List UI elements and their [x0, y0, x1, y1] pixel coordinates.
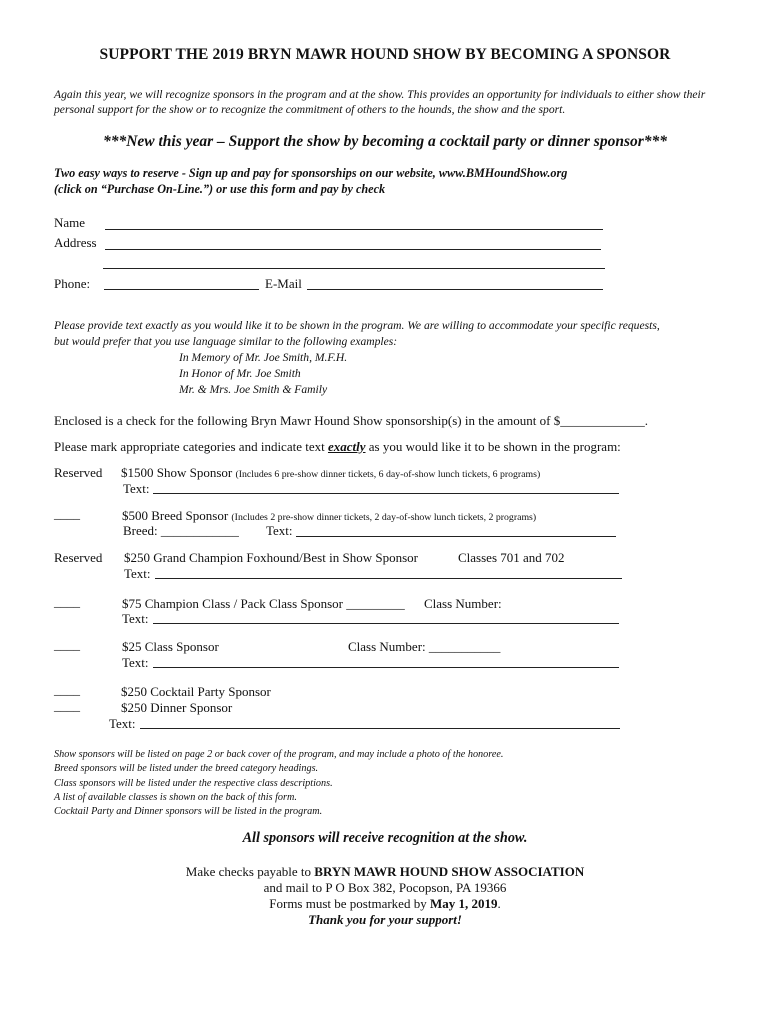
show-sponsor-status: Reserved [54, 465, 103, 480]
grand-champion-text-field[interactable] [155, 578, 622, 579]
intro-paragraph: Again this year, we will recognize sponsors in the program and at the show. This provides an opportunity for individuals to either show their personal support for the show or to recognize the commitment of others to the hounds, the show and the sport. [54, 88, 706, 116]
grand-champion-classes: Classes 701 and 702 [458, 550, 565, 565]
phone-field[interactable] [104, 289, 259, 290]
email-label: E-Mail [265, 276, 302, 291]
grand-champion-status: Reserved [54, 550, 103, 565]
class-sponsor-text-label: Text: [122, 655, 149, 670]
dinner-sponsor-checkbox[interactable]: ____ [54, 698, 80, 713]
note-item: Cocktail Party and Dinner sponsors will be listed in the program. [54, 806, 323, 818]
reserve-line-1: Two easy ways to reserve - Sign up and pay for sponsorships on our website, www.BMHoundShow.org [54, 166, 568, 180]
class-sponsor-checkbox[interactable]: ____ [54, 637, 80, 652]
breed-sponsor-text-field[interactable] [296, 536, 616, 537]
champion-class-number-label: Class Number: [424, 596, 502, 611]
breed-field[interactable]: Breed: ____________ [123, 523, 239, 538]
cocktail-sponsor-item: $250 Cocktail Party Sponsor [121, 684, 271, 699]
exactly-emphasis: exactly [327, 439, 366, 454]
champion-class-checkbox[interactable]: ____ [54, 594, 80, 609]
sponsor-notes [54, 748, 704, 819]
cocktail-sponsor-checkbox[interactable]: ____ [54, 682, 80, 697]
show-sponsor-item: $1500 Show Sponsor (Includes 6 pre-show dinner tickets, 6 day-of-show lunch tickets, 6 programs) [121, 465, 541, 480]
address-label: Address [54, 235, 97, 250]
phone-label: Phone: [54, 276, 91, 291]
page-title: SUPPORT THE 2019 BRYN MAWR HOUND SHOW BY BECOMING A SPONSOR [99, 46, 671, 63]
address-field-line-2[interactable] [103, 268, 605, 269]
note-item: Breed sponsors will be listed under the breed category headings. [54, 763, 319, 775]
postmark-line: Forms must be postmarked by May 1, 2019. [269, 896, 501, 911]
new-this-year-banner: ***New this year – Support the show by becoming a cocktail party or dinner sponsor*** [102, 133, 668, 150]
address-field[interactable] [105, 249, 601, 250]
example-2: In Honor of Mr. Joe Smith [179, 367, 301, 380]
mailing-address: and mail to P O Box 382, Pocopson, PA 19366 [263, 880, 507, 895]
note-item: Show sponsors will be listed on page 2 or back cover of the program, and may include a photo of the honoree. [54, 749, 504, 760]
email-field[interactable] [307, 289, 603, 290]
enclosed-check-line: Enclosed is a check for the following Bryn Mawr Hound Show sponsorship(s) in the amount of $_____________. [54, 413, 648, 428]
note-item: A list of available classes is shown on the back of this form. [54, 791, 297, 803]
breed-sponsor-item: $500 Breed Sponsor (Includes 2 pre-show dinner tickets, 2 day-of-show lunch tickets, 2 programs) [122, 508, 537, 523]
class-sponsor-number-field[interactable]: Class Number: ___________ [348, 639, 501, 654]
reserve-line-2: (click on “Purchase On-Line.”) or use this form and pay by check [54, 182, 386, 196]
champion-class-text-field[interactable] [153, 623, 619, 624]
recognition-statement: All sponsors will receive recognition at the show. [242, 830, 528, 846]
show-sponsor-text-field[interactable] [153, 493, 619, 494]
name-field[interactable] [105, 229, 603, 230]
example-1: In Memory of Mr. Joe Smith, M.F.H. [179, 351, 348, 364]
grand-champion-item: $250 Grand Champion Foxhound/Best in Show Sponsor [124, 550, 418, 565]
dinner-sponsor-item: $250 Dinner Sponsor [121, 700, 233, 715]
class-sponsor-item: $25 Class Sponsor [122, 639, 219, 654]
grand-champion-text-label: Text: [124, 566, 151, 581]
instructions-line-2: but would prefer that you use language similar to the following examples: [54, 335, 398, 348]
party-text-field[interactable] [140, 728, 620, 729]
champion-class-text-label: Text: [122, 611, 149, 626]
payable-line: Make checks payable to BRYN MAWR HOUND SHOW ASSOCIATION [185, 864, 585, 879]
instructions-line-1: Please provide text exactly as you would like it to be shown in the program. We are willing to accommodate your specific requests, [54, 319, 660, 332]
note-item: Class sponsors will be listed under the respective class descriptions. [54, 777, 333, 789]
show-sponsor-text-label: Text: [123, 481, 150, 496]
mark-instructions: Please mark appropriate categories and indicate text exactly as you would like it to be shown in the program: [54, 439, 621, 454]
name-label: Name [54, 215, 86, 230]
party-text-label: Text: [109, 716, 136, 731]
thank-you: Thank you for your support! [308, 912, 462, 927]
class-sponsor-text-field[interactable] [153, 667, 619, 668]
breed-sponsor-checkbox[interactable]: ____ [54, 506, 80, 521]
champion-class-item: $75 Champion Class / Pack Class Sponsor _________ [122, 596, 405, 611]
breed-sponsor-text-label: Text: [266, 523, 293, 538]
example-3: Mr. & Mrs. Joe Smith & Family [179, 383, 328, 396]
